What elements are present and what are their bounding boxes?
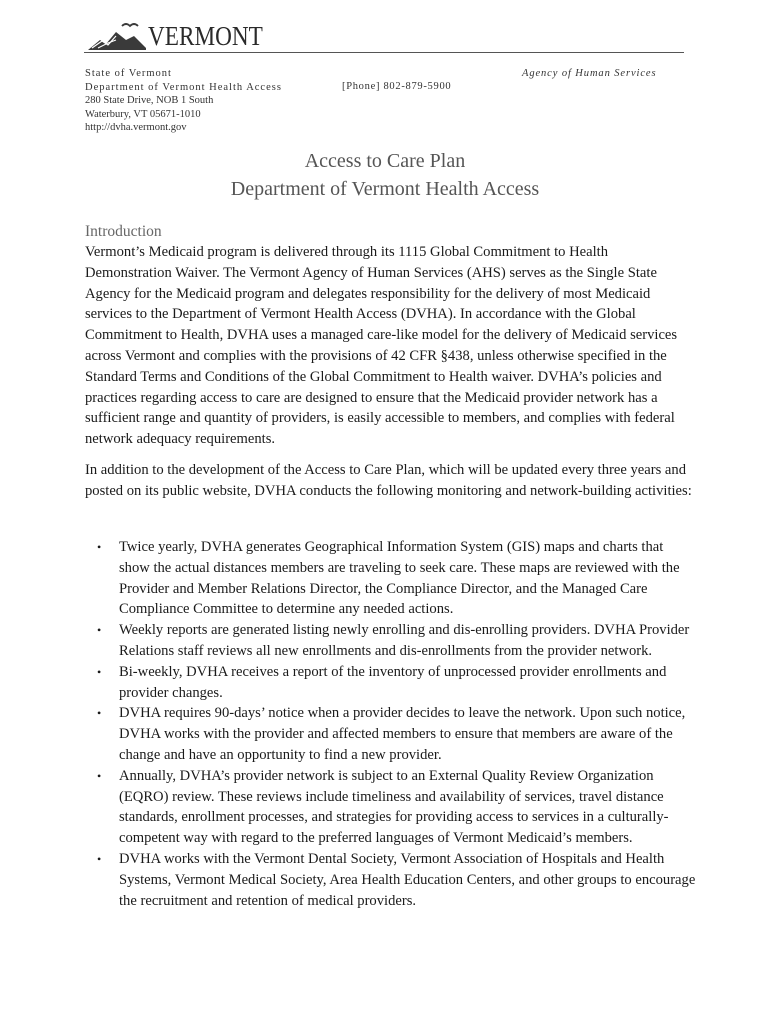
header-divider [84,52,684,53]
list-item [85,766,697,849]
list-item [85,537,697,620]
list-item-text: Twice yearly, DVHA generates Geographical Information System (GIS) maps and charts that show the actual distances members are traveling to seek care. These maps are reviewed with the Provider and Member Relations Director, the Compliance Director, and the Managed Care Compliance Committee to determine any needed actions. [119,539,680,618]
agency-name: Agency of Human Services [522,68,657,79]
bullet-icon: • [97,664,102,679]
list-item [85,703,697,765]
list-item-text: DVHA requires 90-days’ notice when a provider decides to leave the network. Upon such notice, DVHA works with the provider and affected members to ensure that members are aware of the change and have an opportunity to find a new provider. [119,705,686,763]
address-line1: 280 State Drive, NOB 1 South [85,95,214,106]
document-title: Access to Care Plan [304,150,466,172]
address-line2: Waterbury, VT 05671-1010 [85,108,201,120]
bullet-icon: • [97,768,102,783]
list-item [85,849,697,911]
list-item-text: Bi-weekly, DVHA receives a report of the inventory of unprocessed provider enrollments and provider changes. [119,663,667,701]
logo-text: VERMONT [148,21,263,51]
list-item [85,620,697,662]
bullet-icon: • [97,623,102,638]
mountain-bird-logo-icon [86,18,148,52]
activities-list [85,537,697,911]
bullet-icon: • [97,851,102,866]
list-item-text: Annually, DVHA’s provider network is subject to an External Quality Review Organization (EQRO) review. These reviews include timeliness and availability of services, travel distance standards, enrollment processes, and strategies for providing access to services in a culturally-competent way with regard to the preferred languages of Vermont Medicaid’s members. [119,767,669,847]
intro-paragraph-1: Vermont’s Medicaid program is delivered through its 1115 Global Commitment to Health Demonstration Waiver. The Vermont Agency of Human Services (AHS) serves as the Single State Agency for the Medicaid program and delegates responsibility for the delivery of most Medicaid services to the Department of Vermont Health Access (DVHA). In accordance with the Global Commitment to Health, DVHA uses a managed care-like model for the delivery of Medicaid services across Vermont and complies with the provisions of 42 CFR §438, unless otherwise specified in the Standard Terms and Conditions of the Global Commitment to Health waiver. DVHA’s policies and practices regarding access to care are designed to ensure that the Medicaid provider network has a sufficient range and quantity of providers, is easily accessible to members, and complies with federal network adequacy requirements. [85,244,678,448]
state-name: State of Vermont [85,68,172,79]
website: http://dvha.vermont.gov [85,122,187,133]
list-item-text: Weekly reports are generated listing newly enrolling and dis-enrolling providers. DVHA Provider Relations staff reviews all new enrollments and dis-enrollments from the provider network. [119,622,690,659]
department-name: Department of Vermont Health Access [85,81,282,93]
intro-paragraph-2: In addition to the development of the Access to Care Plan, which will be updated every three years and posted on its public website, DVHA conducts the following monitoring and network-building activities: [85,462,692,499]
bullet-icon: • [97,706,102,721]
vermont-logo [86,16,282,52]
bullet-icon: • [97,540,102,554]
document-subtitle: Department of Vermont Health Access [230,178,540,200]
phone-number: [Phone] 802-879-5900 [342,81,452,92]
address-block [85,67,282,135]
introduction-heading: Introduction [85,223,162,240]
list-item [85,662,697,704]
list-item-text: DVHA works with the Vermont Dental Society, Vermont Association of Hospitals and Health Systems, Vermont Medical Society, Area Health Education Centers, and other groups to encourage the recruitment and retention of medical providers. [119,850,696,909]
